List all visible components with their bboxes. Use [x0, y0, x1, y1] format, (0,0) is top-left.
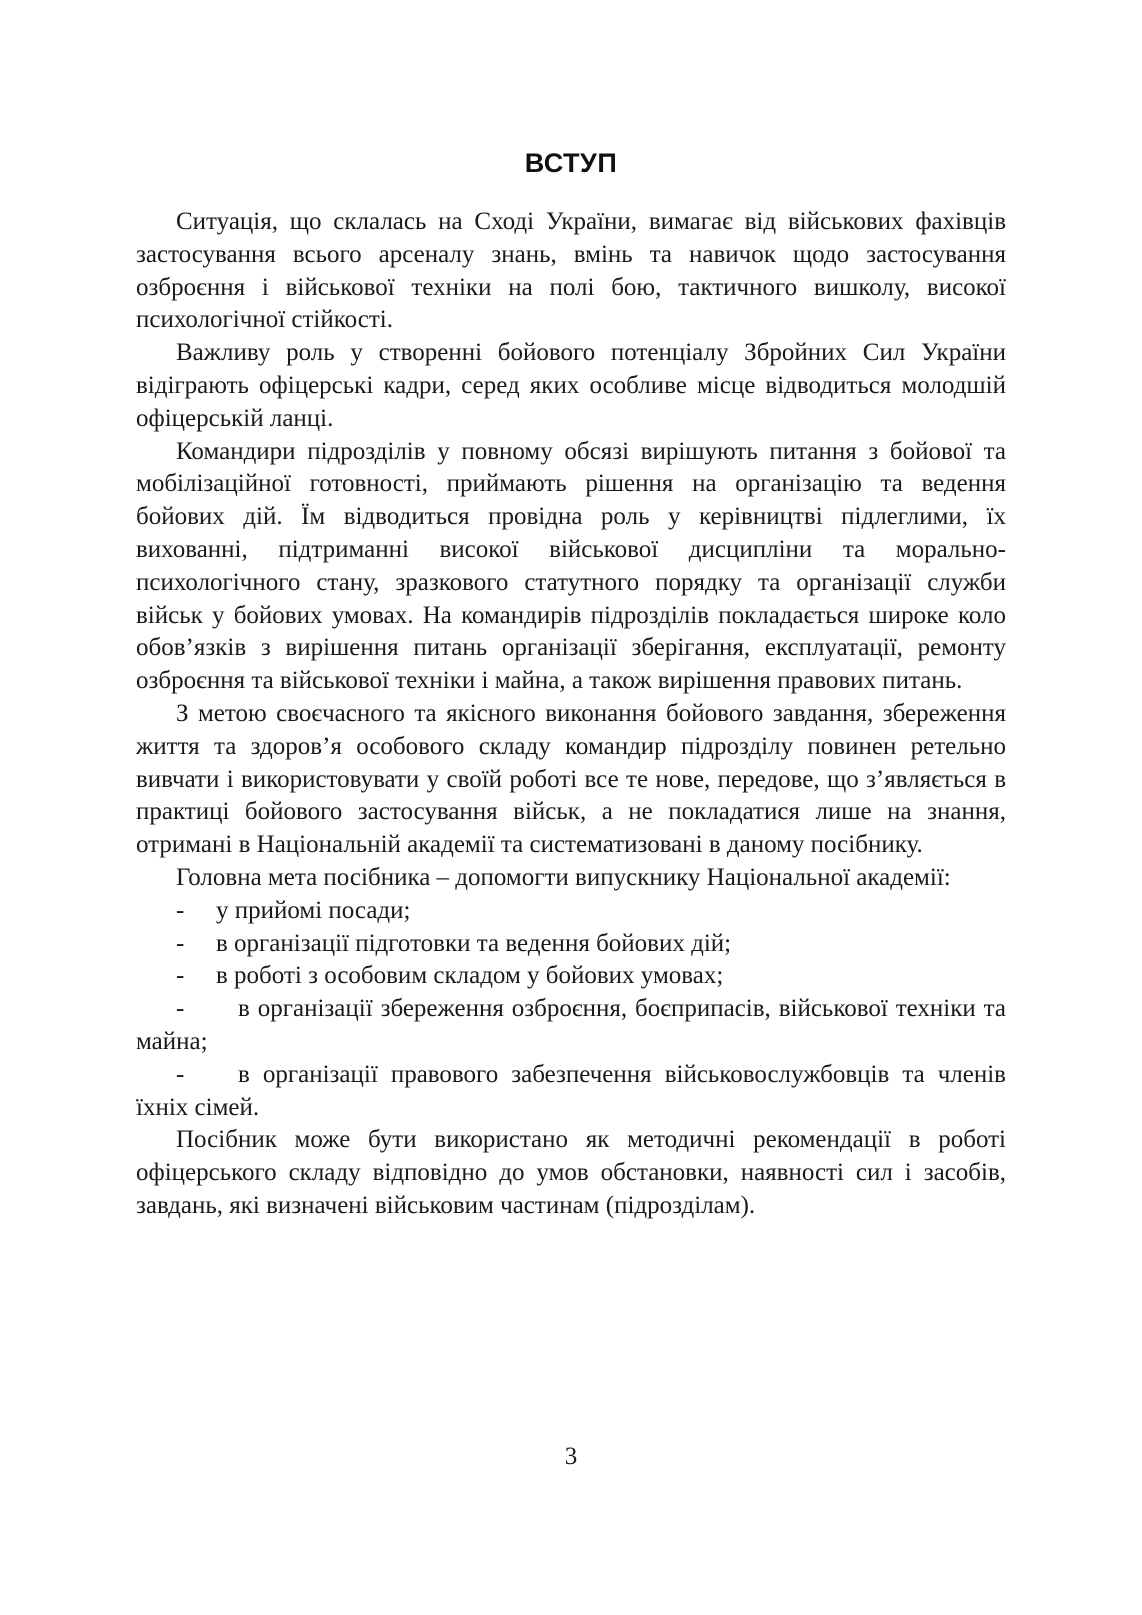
list-item — [136, 895, 1006, 928]
list-dash: - — [176, 995, 185, 1023]
list-dash: - — [176, 929, 185, 957]
list-item — [136, 928, 1006, 961]
list-item-text: в роботі з особовим складом у бойових умовах; — [216, 962, 724, 990]
paragraph-closing: Посібник може бути використано як методичні рекомендації в роботі офіцерського складу відповідно до умов обстановки, наявності сил і засобів, завдань, які визначені військовим частинам (підрозділам). — [136, 1126, 1006, 1219]
list-item-text: в організації збереження озброєння, боєприпасів, військової техніки та майна; — [136, 995, 1006, 1055]
paragraph-situation: Ситуація, що склалась на Сході України, вимагає від військових фахівців застосування всього арсеналу знань, вмінь та навичок щодо застосування озброєння і військової техніки на полі бою, тактичного вишколу, високої психологічної стійкості. — [136, 208, 1006, 334]
paragraph-main-goal: Головна мета посібника – допомогти випускнику Національної академії: — [176, 863, 951, 891]
list-dash: - — [176, 962, 185, 990]
list-item-text: в організації правового забезпечення військовослужбовців та членів їхніх сімей. — [136, 1060, 1006, 1121]
page-title: ВСТУП — [524, 148, 618, 178]
list-item — [136, 1059, 1006, 1125]
paragraph-commanders: Командири підрозділів у повному обсязі вирішують питання з бойової та мобілізаційної готовності, приймають рішення на організацію та ведення бойових дій. Їм відводиться провідна роль у керівництві підлеглими, їх вихованні, підтриманні високої військової дисципліни та морально-психологічного стану, зразкового статутного порядку та організації служби військ у бойових умовах. На командирів підрозділів покладається широке коло обов’язків з вирішення питань організації зберігання, експлуатації, ремонту озброєння та військової техніки і майна, а також вирішення правових питань. — [136, 437, 1006, 695]
list-item-text: в організації підготовки та ведення бойових дій; — [216, 929, 732, 957]
list-item-text: у прийомі посади; — [216, 896, 411, 924]
paragraph-officer-role: Важливу роль у створенні бойового потенціалу Збройних Сил України відіграють офіцерські кадри, серед яких особливе місце відводиться молодшій офіцерській ланці. — [136, 339, 1006, 432]
list-dash: - — [176, 896, 185, 924]
list-item — [136, 993, 1006, 1059]
list-item — [136, 960, 1006, 993]
document-body — [136, 206, 1006, 1223]
page-number: 3 — [564, 1443, 578, 1470]
paragraph-combat-task: З метою своєчасного та якісного виконання бойового завдання, збереження життя та здоров’я особового складу командир підрозділу повинен ретельно вивчати і використовувати у своїй роботі все те нове, передове, що з’являється в практиці бойового застосування військ, а не покладатися лише на знання, отримані в Національній академії та систематизовані в даному посібнику. — [136, 699, 1006, 859]
list-dash: - — [176, 1060, 185, 1088]
